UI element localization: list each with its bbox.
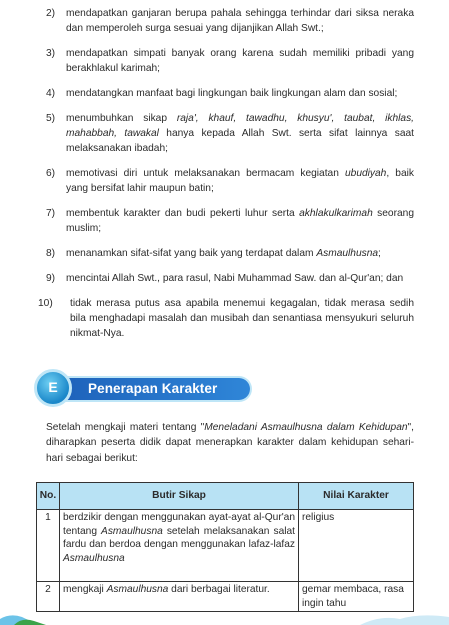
character-table xyxy=(36,482,414,612)
italic-term: Asmaulhusna xyxy=(63,552,125,564)
section-banner xyxy=(26,367,250,411)
list-number: 9) xyxy=(46,272,56,284)
row-no: 1 xyxy=(37,510,60,582)
italic-term: Asmaulhusna xyxy=(101,525,163,537)
text-run: mendapatkan ganjaran berupa pahala sehingga terhindar dari siksa neraka dan memperoleh surga sesuai yang dijanjikan Allah Swt.; xyxy=(66,8,414,35)
list-number: 7) xyxy=(46,208,56,219)
italic-term: Meneladani Asmaulhusna dalam Kehidupan xyxy=(204,422,408,433)
text-run: memotivasi diri untuk melaksanakan bermacam kegiatan xyxy=(66,168,345,179)
row-nilai: religius xyxy=(299,510,414,582)
text-run: , baik yang bersifat lahir maupun batin; xyxy=(66,168,414,195)
list-number: 3) xyxy=(46,48,56,59)
text-run: seorang muslim; xyxy=(66,208,414,235)
text-run: ; xyxy=(378,248,381,259)
section-badge xyxy=(34,369,72,407)
italic-term: Asmaulhusna xyxy=(106,584,169,595)
benefit-list xyxy=(38,6,414,351)
row-no: 2 xyxy=(37,582,60,612)
italic-term: Asmaulhusna xyxy=(316,248,379,259)
list-number: 10) xyxy=(38,297,53,309)
list-item xyxy=(46,206,414,236)
text-run: menumbuhkan sikap xyxy=(66,112,177,124)
list-item xyxy=(46,46,414,76)
section-title: Penerapan Karakter xyxy=(88,381,218,396)
text-run: ", diharapkan peserta didik dapat menerapkan karakter dalam kehidupan sehari-hari sebagai berikut: xyxy=(46,422,414,464)
row-nilai: gemar membaca, rasa ingin tahu xyxy=(299,582,414,612)
list-number: 4) xyxy=(46,88,56,99)
text-run: Setelah mengkaji materi tentang " xyxy=(46,422,205,433)
list-item xyxy=(46,111,414,157)
list-item xyxy=(38,296,414,342)
text-run: mencintai Allah Swt., para rasul, Nabi Muhammad Saw. dan al-Qur'an; dan xyxy=(66,272,404,284)
list-number: 5) xyxy=(46,112,56,124)
text-run: setelah melaksanakan salat fardu dan berdoa dengan menggunakan lafaz-lafaz xyxy=(63,525,295,551)
text-run: menanamkan sifat-sifat yang baik yang terdapat dalam xyxy=(66,248,317,259)
text-run: tidak merasa putus asa apabila menemui kegagalan, tidak merasa sedih bila menghadapi masalah dan musibah dan senantiasa mensyukuri seluruh nikmat-Nya. xyxy=(70,297,414,339)
list-item xyxy=(46,6,414,36)
table-row xyxy=(37,510,414,582)
text-run: dari berbagai literatur. xyxy=(168,584,270,595)
list-number: 2) xyxy=(46,8,56,19)
table-row xyxy=(37,582,414,612)
text-run: berdzikir dengan menggunakan ayat-ayat al-Qur'an tentang xyxy=(63,512,295,537)
list-item xyxy=(46,86,414,101)
text-run: mendatangkan manfaat bagi lingkungan baik lingkungan alam dan sosial; xyxy=(66,88,398,99)
table-header-row xyxy=(37,483,414,510)
header-nilai: Nilai Karakter xyxy=(299,483,414,510)
intro-paragraph xyxy=(46,420,414,466)
list-number: 8) xyxy=(46,248,56,259)
section-badge-letter: E xyxy=(48,379,58,395)
text-run: hanya kepada Allah Swt. serta sifat lainnya saat melaksanakan ibadah; xyxy=(66,128,414,155)
header-sikap: Butir Sikap xyxy=(60,483,299,510)
italic-term: raja', khauf, tawadhu, khusyu', taubat, ikhlas, mahabbah, tawakal xyxy=(66,112,414,139)
list-item xyxy=(46,246,414,261)
text-run: mengkaji xyxy=(63,584,107,595)
text-run: mendapatkan simpati banyak orang karena sudah memiliki pribadi yang berakhlakul karimah; xyxy=(66,48,414,75)
list-item xyxy=(46,166,414,196)
list-item xyxy=(46,271,414,286)
footer-decoration xyxy=(0,611,449,625)
row-sikap xyxy=(60,582,299,612)
row-sikap xyxy=(60,510,299,582)
list-number: 6) xyxy=(46,168,56,179)
italic-term: ubudiyah xyxy=(345,168,387,179)
italic-term: akhlakulkarimah xyxy=(299,208,373,219)
text-run: membentuk karakter dan budi pekerti luhur serta xyxy=(66,208,300,219)
header-no: No. xyxy=(37,483,60,510)
